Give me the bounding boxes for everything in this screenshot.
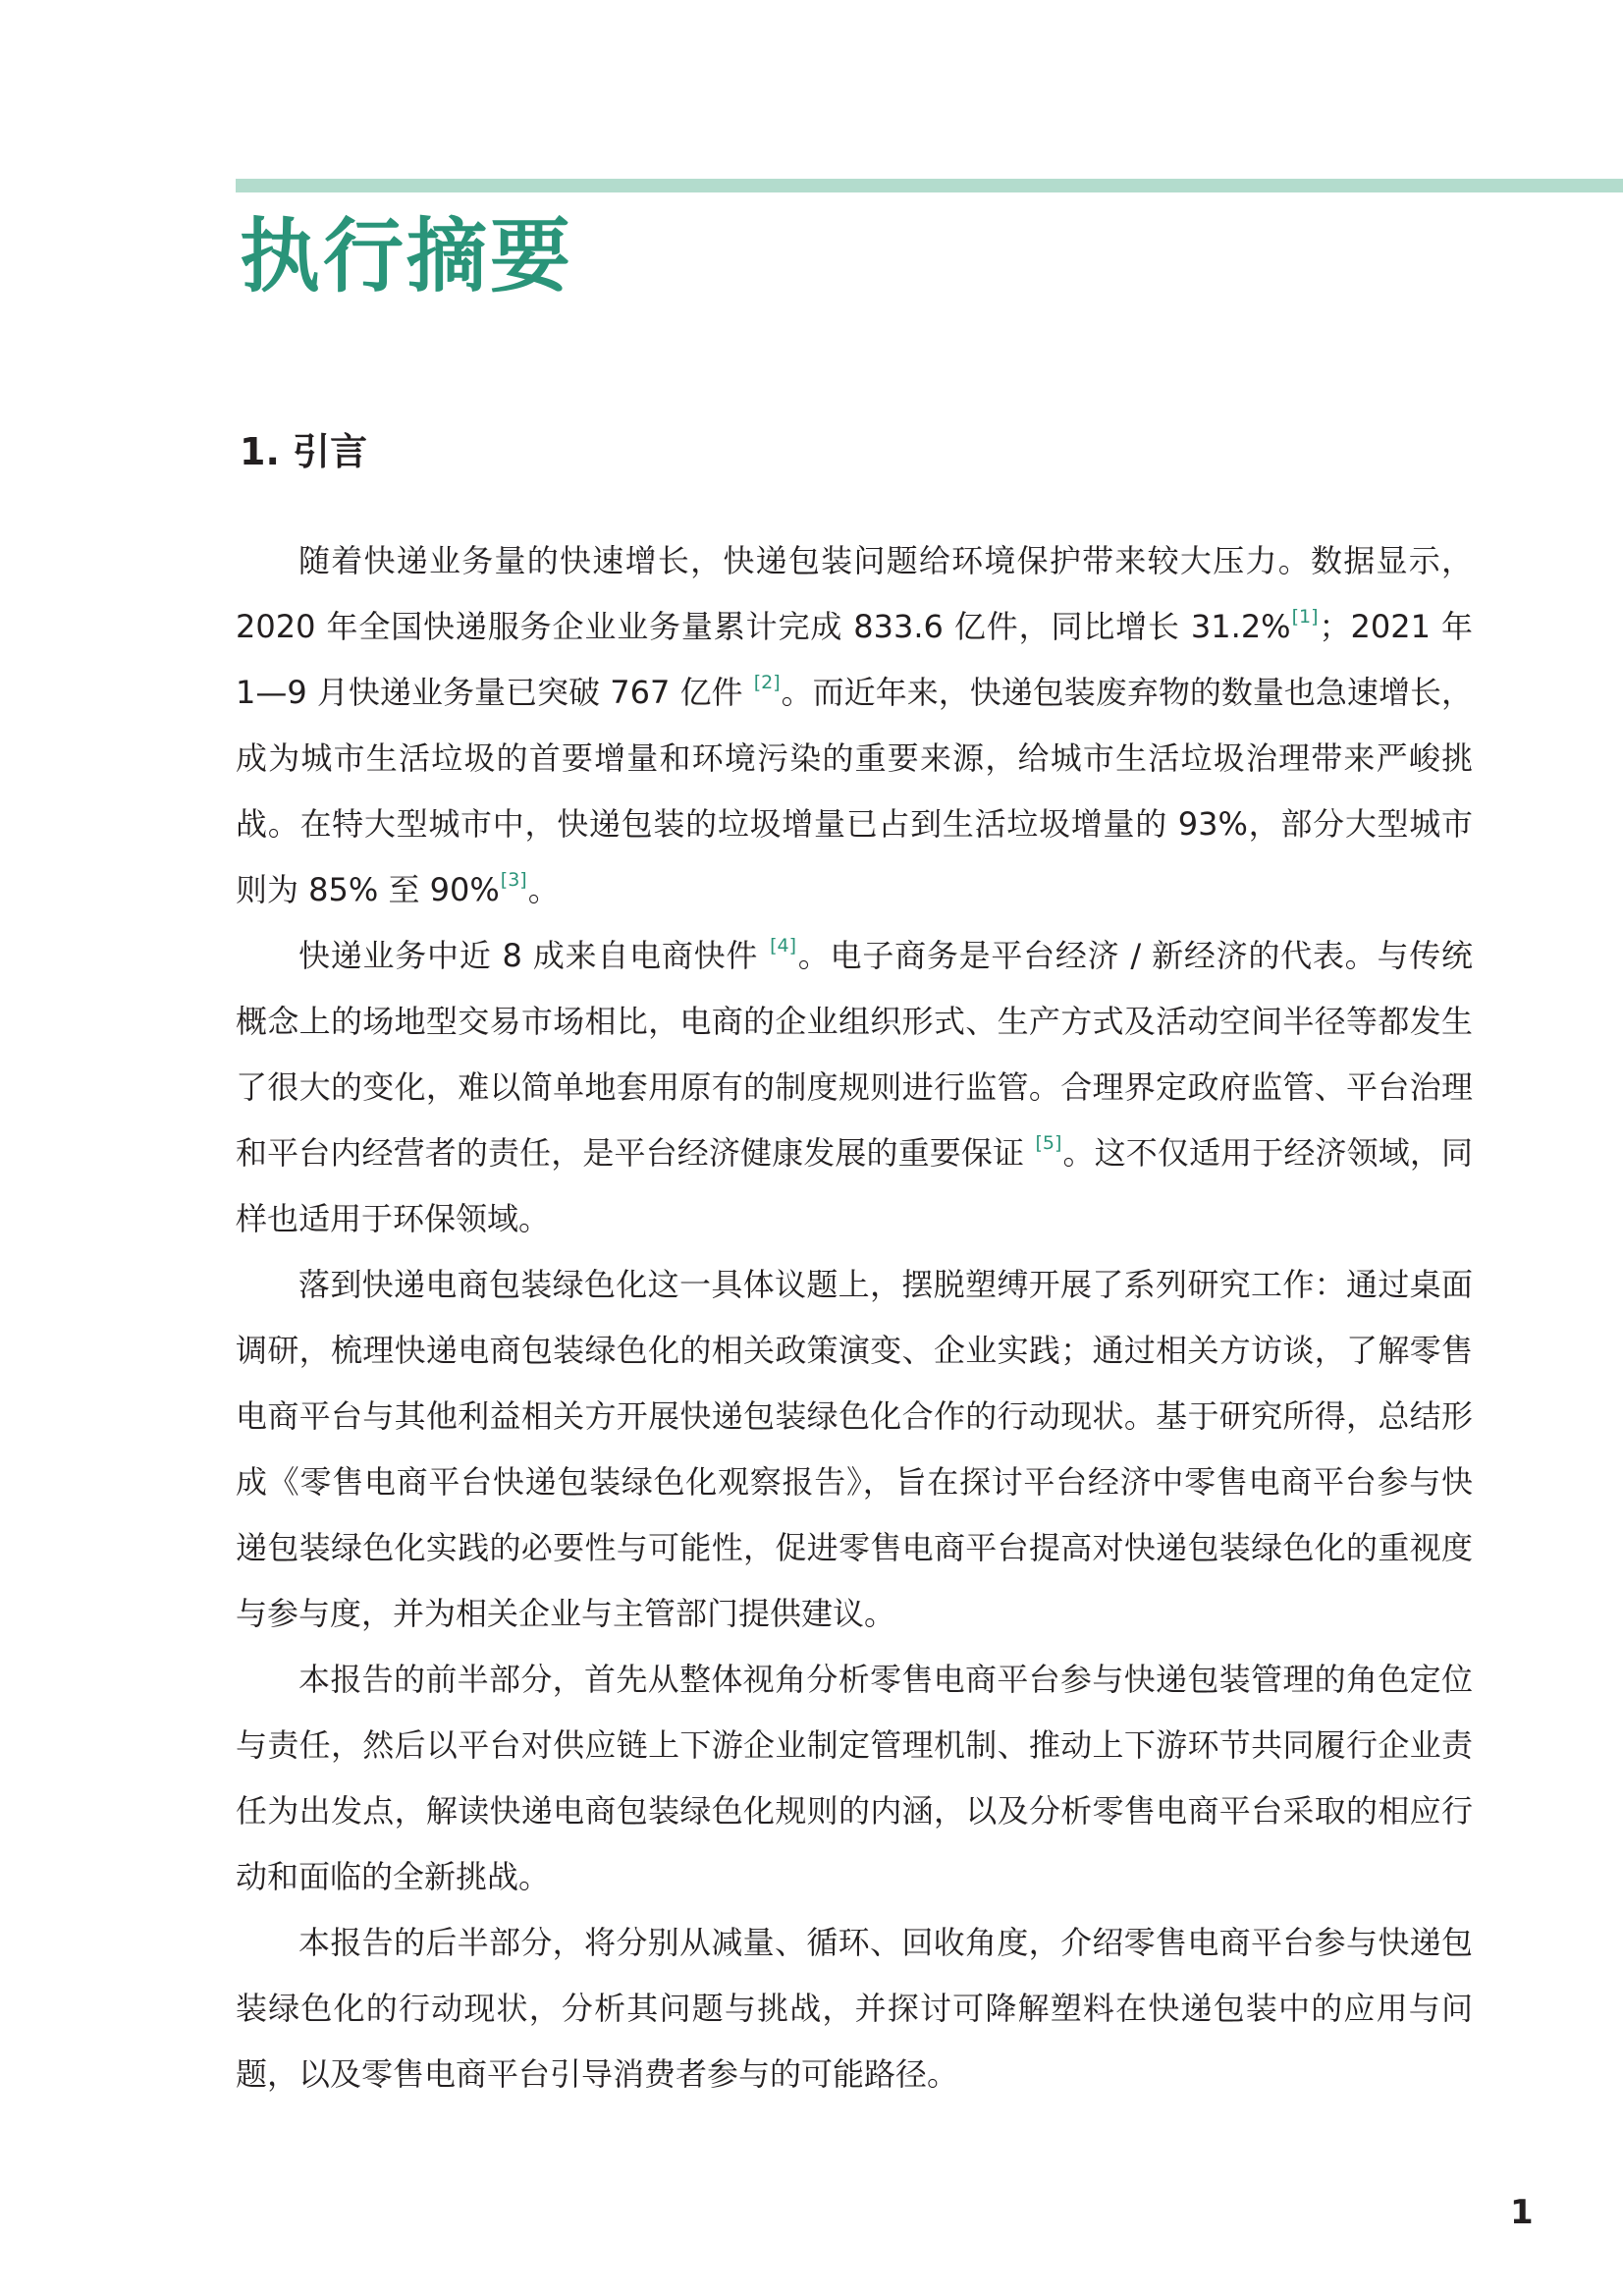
paragraph bbox=[236, 1252, 1473, 1647]
citation-link[interactable]: [5] bbox=[1035, 1132, 1062, 1154]
paragraph-text: 本报告的前半部分，首先从整体视角分析零售电商平台参与快递包装管理的角色定位与责任，然后以平台对供应链上下游企业制定管理机制、推动上下游环节共同履行企业责任为出发点，解读快递电商包装绿色化规则的内涵，以及分析零售电商平台采取的相应行动和面临的全新挑战。 bbox=[236, 1661, 1473, 1895]
section-heading: 1. 引言 bbox=[240, 430, 368, 473]
paragraph-text: 快递业务中近 8 成来自电商快件 bbox=[298, 937, 770, 974]
page-title: 执行摘要 bbox=[240, 210, 574, 303]
paragraph bbox=[236, 1647, 1473, 1910]
citation-link[interactable]: [3] bbox=[500, 869, 527, 891]
paragraph-text: 本报告的后半部分，将分别从减量、循环、回收角度，介绍零售电商平台参与快递包装绿色化的行动现状，分析其问题与挑战，并探讨可降解塑料在快递包装中的应用与问题，以及零售电商平台引导消费者参与的可能路径。 bbox=[236, 1924, 1473, 2093]
paragraph bbox=[236, 528, 1473, 923]
title-accent-rule bbox=[236, 179, 1623, 192]
paragraph-text: 落到快递电商包装绿色化这一具体议题上，摆脱塑缚开展了系列研究工作：通过桌面调研，梳理快递电商包装绿色化的相关政策演变、企业实践；通过相关方访谈，了解零售电商平台与其他利益相关方开展快递包装绿色化合作的行动现状。基于研究所得，总结形成《零售电商平台快递包装绿色化观察报告》，旨在探讨平台经济中零售电商平台参与快递包装绿色化实践的必要性与可能性，促进零售电商平台提高对快递包装绿色化的重视度与参与度，并为相关企业与主管部门提供建议。 bbox=[236, 1266, 1473, 1632]
citation-link[interactable]: [4] bbox=[770, 935, 797, 957]
paragraph-text: 。电子商务是平台经济 / 新经济的代表。与传统概念上的场地型交易市场相比，电商的企业组织形式、生产方式及活动空间半径等都发生了很大的变化，难以简单地套用原有的制度规则进行监管。合理界定政府监管、平台治理和平台内经营者的责任，是平台经济健康发展的重要保证 bbox=[236, 937, 1473, 1172]
paragraph-text: 随着快递业务量的快速增长，快递包装问题给环境保护带来较大压力。数据显示，2020 年全国快递服务企业业务量累计完成 833.6 亿件，同比增长 31.2% bbox=[236, 542, 1473, 645]
paragraph-text: ；2021 年 1—9 月快递业务量已突破 767 亿件 bbox=[236, 608, 1473, 711]
citation-link[interactable]: [1] bbox=[1291, 606, 1319, 628]
paragraph-text: 。 bbox=[527, 871, 560, 908]
paragraph-text: 。这不仅适用于经济领域，同样也适用于环保领域。 bbox=[236, 1134, 1473, 1237]
paragraph bbox=[236, 923, 1473, 1252]
body-text bbox=[236, 528, 1473, 2107]
paragraph-text: 。而近年来，快递包装废弃物的数量也急速增长，成为城市生活垃圾的首要增量和环境污染的重要来源，给城市生活垃圾治理带来严峻挑战。在特大型城市中，快递包装的垃圾增量已占到生活垃圾增量的 93%，部分大型城市则为 85% 至 90% bbox=[236, 674, 1473, 908]
page-number: 1 bbox=[1510, 2193, 1534, 2232]
citation-link[interactable]: [2] bbox=[753, 672, 781, 693]
paragraph bbox=[236, 1910, 1473, 2107]
